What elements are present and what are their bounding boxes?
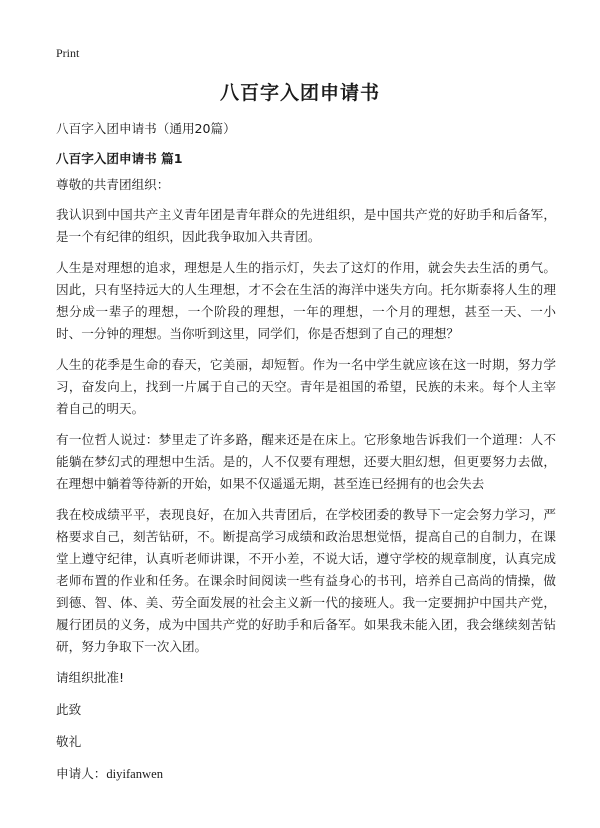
paragraph-4: 有一位哲人说过：梦里走了许多路，醒来还是在床上。它形象地告诉我们一个道理：人不能躺在梦幻式的理想中生活。是的，人不仅要有理想，还要大胆幻想，但更要努力去做，在理想中躺着等待新的开始，如果不仅遥遥无期，甚至连已经拥有的也会失去: [56, 432, 556, 491]
signature-name: diyifanwen: [106, 767, 164, 781]
print-label: Print: [56, 46, 80, 60]
paragraph-1: 我认识到中国共产主义青年团是青年群众的先进组织，是中国共产党的好助手和后备军，是一个有纪律的组织，因此我争取加入共青团。: [56, 207, 556, 244]
paragraph-3: 人生的花季是生命的春天，它美丽，却短暂。作为一名中学生就应该在这一时期，努力学习，奋发向上，找到一片属于自己的天空。青年是祖国的希望，民族的未来。每个人主宰着自己的明天。: [56, 357, 556, 416]
signature-label: 申请人：: [56, 766, 107, 781]
section-heading: 八百字入团申请书 篇1: [56, 151, 183, 166]
document-body: [56, 118, 556, 785]
closing-request: 请组织批准!: [56, 670, 125, 685]
document-subtitle: 八百字入团申请书（通用20篇）: [56, 121, 236, 136]
closing-salute-2: 敬礼: [56, 734, 82, 749]
paragraph-2: 人生是对理想的追求，理想是人生的指示灯，失去了这灯的作用，就会失去生活的勇气。因此，只有坚持远大的人生理想，才不会在生活的海洋中迷失方向。托尔斯泰将人生的理想分成一辈子的理想，一个阶段的理想，一年的理想，一个月的理想，甚至一天、一小时、一分钟的理想。当你听到这里，同学们，你是否想到了自己的理想？: [56, 260, 556, 341]
greeting: 尊敬的共青团组织：: [56, 177, 170, 192]
document-title: 八百字入团申请书: [219, 82, 380, 104]
signature-line: [56, 763, 556, 785]
paragraph-5: 我在校成绩平平，表现良好，在加入共青团后，在学校团委的教导下一定会努力学习，严格要求自己，刻苦钻研，不。断提高学习成绩和政治思想觉悟，提高自己的自制力，在课堂上遵守纪律，认真听老师讲课，不开小差，不说大话，遵守学校的规章制度，认真完成老师布置的作业和任务。在课余时间阅读一些有益身心的书刊，培养自己高尚的情操，做到德、智、体、美、劳全面发展的社会主义新一代的接班人。我一定要拥护中国共产党，履行团员的义务，成为中国共产党的好助手和后备军。如果我未能入团，我会继续刻苦钻研，努力争取下一次入团。: [56, 507, 556, 654]
closing-salute-1: 此致: [56, 702, 82, 717]
